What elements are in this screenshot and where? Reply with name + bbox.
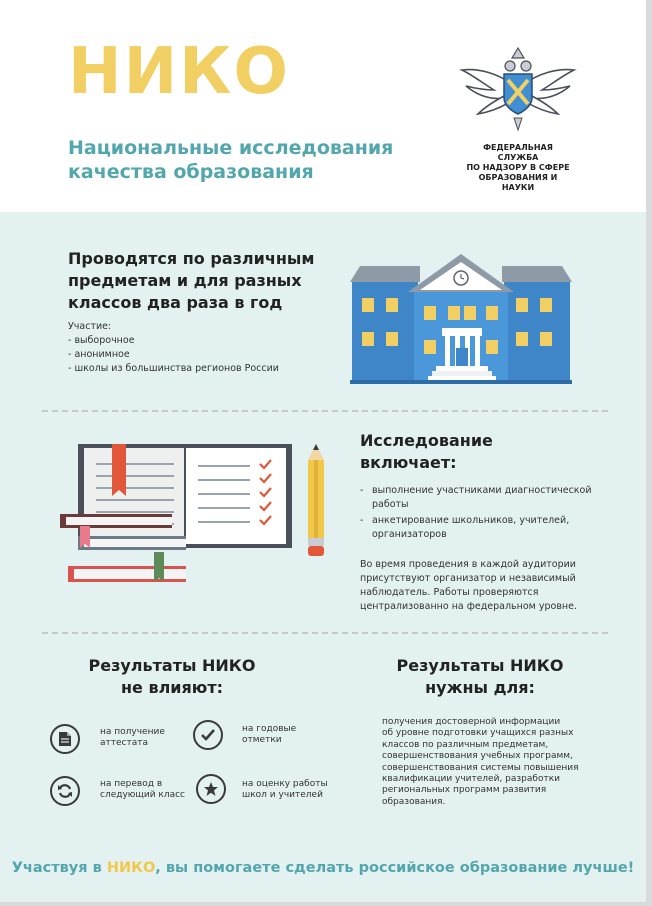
item-line: аттестата [100,738,149,748]
list-item: - школы из большинства регионов России [68,362,279,376]
footer-slogan [0,860,646,876]
text-line: совершенствования системы повышения [382,762,579,773]
text-line: квалификации учителей, разработки [382,774,560,785]
note-line: наблюдатель. Работы проверяются [360,587,539,598]
note-line: Во время проведения в каждой аудитории [360,559,576,570]
results-needed-text [382,717,592,808]
section2-heading [360,430,560,474]
participation-label: Участие: [68,321,112,332]
item-line: следующий класс [100,790,185,800]
heading-line: Результаты НИКО [88,656,256,675]
heading-line: классов два раза в год [68,293,283,312]
page-border-right [646,0,652,906]
text-line: получения достоверной информации [382,717,561,727]
results-no-effect-heading [62,655,282,699]
section1-heading [68,248,328,314]
list-item-line: организаторов [372,529,447,540]
agency-line: ФЕДЕРАЛЬНАЯ СЛУЖБА [483,143,553,162]
page-title: НИКО [68,35,290,109]
section-divider [42,632,608,634]
no-effect-item [100,779,185,801]
no-effect-item [242,779,328,801]
heading-line: Результаты НИКО [396,656,564,675]
note-line: централизованно на федеральном уровне. [360,601,577,612]
page-subtitle [68,136,393,184]
agency-line: ОБРАЗОВАНИЯ И НАУКИ [478,173,558,192]
slogan-suffix: , вы помогаете сделать российское образование лучше! [155,860,635,876]
list-item: - анонимное [68,348,279,362]
list-item-line: работы [372,499,409,510]
text-line: об уровне подготовки учащихся разных [382,728,574,739]
list-item-line: - анкетирование школьников, учителей, [372,515,570,526]
note-line: присутствуют организатор и независимый [360,573,576,584]
eagle-emblem-logo [458,40,578,136]
heading-line: предметам и для разных [68,271,302,290]
checkmark-icon [193,720,223,750]
list-item: - выборочное [68,334,279,348]
text-line: региональных программ развития [382,785,547,796]
results-needed-heading [370,655,590,699]
item-line: на получение [100,727,165,737]
school-building-illustration [350,248,572,388]
no-effect-item [242,724,296,746]
observer-note [360,558,610,614]
agency-line: ПО НАДЗОРУ В СФЕРЕ [466,163,570,172]
item-line: школ и учителей [242,790,323,800]
subtitle-line: качества образования [68,161,314,183]
page-border-bottom [0,902,652,906]
subtitle-line: Национальные исследования [68,137,394,159]
books-pencil-illustration [42,440,342,600]
document-icon [50,724,80,754]
list-item-line: - выполнение участниками диагностической [372,485,592,496]
item-line: отметки [242,735,282,745]
text-line: образования. [382,796,446,807]
item-line: на годовые [242,724,297,734]
slogan-prefix: Участвуя в [11,860,107,876]
heading-line: Проводятся по различным [68,249,315,268]
list-item [360,514,600,542]
heading-line: не влияют: [120,678,224,697]
research-components-list [360,484,600,544]
section-divider [42,410,608,412]
star-icon [196,774,226,804]
text-line: классов по различным предметам, [382,739,549,750]
no-effect-item [100,727,165,749]
text-line: совершенствования учебных программ, [382,751,573,762]
participation-list [68,334,279,376]
heading-line: нужны для: [425,678,535,697]
item-line: на оценку работы [242,779,328,789]
heading-line: включает: [360,453,457,472]
heading-line: Исследование [360,431,493,450]
agency-name [462,143,574,193]
item-line: на перевод в [100,779,163,789]
list-item [360,484,600,512]
slogan-accent: НИКО [106,860,156,876]
refresh-icon [50,776,80,806]
